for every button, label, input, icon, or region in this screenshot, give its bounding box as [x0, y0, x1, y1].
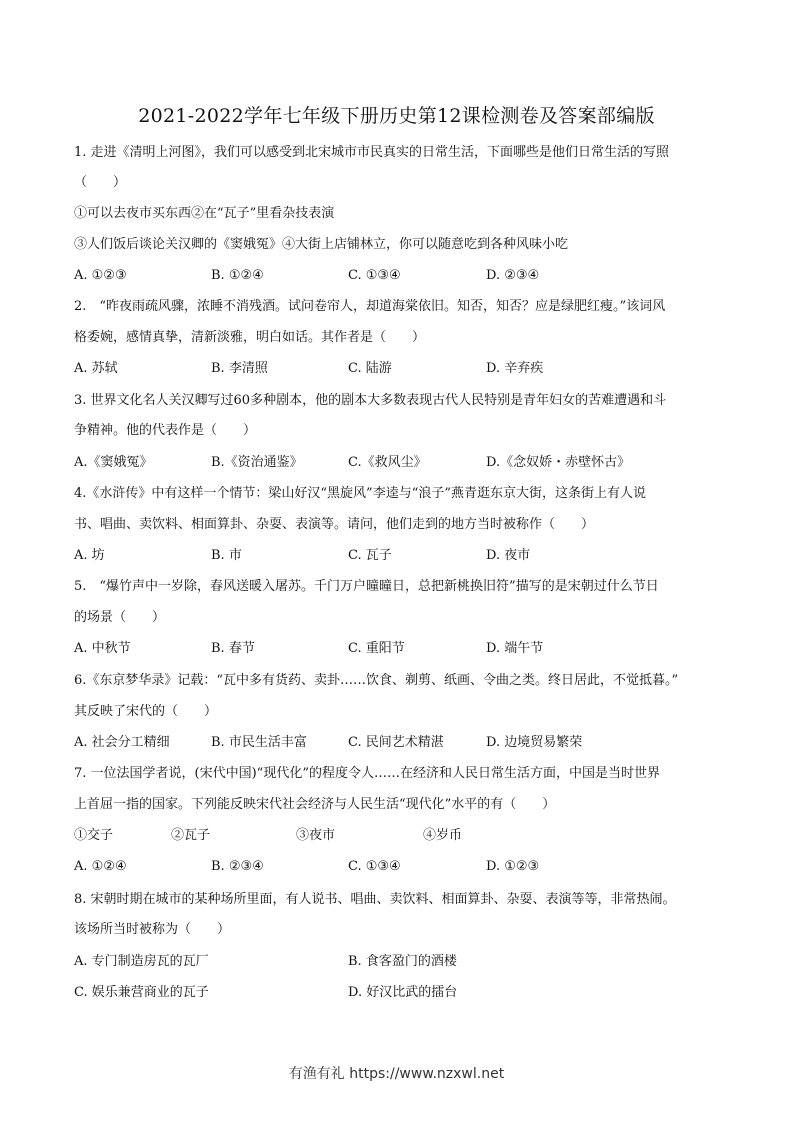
q5-stem-line-2: 的场景（ ） [74, 610, 166, 625]
q3-stem-line-1: 3. 世界文化名人关汉卿写过60多种剧本，他的剧本大多数表现古代人民特别是青年妇女的苦难遭遇和斗 [74, 393, 667, 408]
q1-option-c[interactable]: C. ①③④ [348, 268, 401, 283]
q7-option-b[interactable]: B. ②③④ [211, 859, 264, 874]
q4-stem-line-1: 4.《水浒传》中有这样一个情节：梁山好汉“黑旋风”李逵与“浪子”燕青逛东京大街，这条街上有人说 [74, 486, 646, 501]
q6-option-a[interactable]: A. 社会分工精细 [74, 735, 170, 750]
q4-option-d[interactable]: D. 夜市 [486, 548, 531, 563]
q8-option-b[interactable]: B. 食客盈门的酒楼 [348, 954, 457, 969]
q5-stem-line-1: 5. “爆竹声中一岁除，春风送暖入屠苏。千门万户曈曈日，总把新桃换旧符”描写的是宋朝过什么节日 [74, 579, 659, 594]
q6-option-c[interactable]: C. 民间艺术精湛 [348, 735, 444, 750]
q8-option-c[interactable]: C. 娱乐兼营商业的瓦子 [74, 985, 209, 1000]
q1-stem-line-1: 1. 走进《清明上河图》，我们可以感受到北宋城市市民真实的日常生活，下面哪些是他们日常生活的写照 [74, 145, 670, 160]
q2-option-c[interactable]: C. 陆游 [348, 361, 392, 376]
q2-option-a[interactable]: A. 苏轼 [74, 361, 118, 376]
q7-stem-line-2: 上首屈一指的国家。下列能反映宋代社会经济与人民生活“现代化”水平的有（ ） [74, 797, 556, 812]
q8-options-row-1 [74, 953, 734, 971]
q5-options [74, 640, 734, 658]
q5-option-d[interactable]: D. 端午节 [486, 641, 544, 656]
q2-option-d[interactable]: D. 辛弃疾 [486, 361, 544, 376]
q2-stem-line-1: 2. “昨夜雨疏风骤，浓睡不消残酒。试问卷帘人，却道海棠依旧。知否，知否？应是绿肥红瘦。”该词风 [74, 299, 666, 314]
q7-statement-2: ②瓦子 [171, 828, 211, 843]
q4-option-b[interactable]: B. 市 [211, 548, 242, 563]
q1-statement-1: ①可以去夜市买东西②在“瓦子”里看杂技表演 [74, 206, 335, 221]
q2-options [74, 360, 734, 378]
q1-options [74, 267, 734, 285]
q8-stem-line-2: 该场所当时被称为（ ） [74, 922, 231, 937]
q3-option-a[interactable]: A.《窦娥冤》 [74, 455, 153, 470]
q1-option-b[interactable]: B. ①②④ [211, 268, 264, 283]
q2-option-b[interactable]: B. 李清照 [211, 361, 268, 376]
q6-option-b[interactable]: B. 市民生活丰富 [211, 735, 307, 750]
q7-option-a[interactable]: A. ①②④ [74, 859, 127, 874]
q6-stem-line-2: 其反映了宋代的（ ） [74, 704, 218, 719]
q6-option-d[interactable]: D. 边境贸易繁荣 [486, 735, 583, 750]
q4-option-c[interactable]: C. 瓦子 [348, 548, 392, 563]
q5-option-b[interactable]: B. 春节 [211, 641, 255, 656]
q1-option-d[interactable]: D. ②③④ [486, 268, 540, 283]
q6-stem-line-1: 6.《东京梦华录》记载：“瓦中多有货药、卖卦……饮食、剃剪、纸画、令曲之类。终日居此，不觉抵暮。” [74, 673, 679, 688]
q3-option-b[interactable]: B.《资治通鉴》 [211, 455, 303, 470]
page-title: 2021-2022学年七年级下册历史第12课检测卷及答案部编版 [138, 105, 655, 127]
q4-stem-line-2: 书、唱曲、卖饮料、相面算卦、杂耍、表演等。请问，他们走到的地方当时被称作（ ） [74, 517, 595, 532]
q7-statements [74, 827, 734, 845]
q4-option-a[interactable]: A. 坊 [74, 548, 105, 563]
q2-stem-line-2: 格委婉，感情真挚，清新淡雅，明白如话。其作者是（ ） [74, 330, 426, 345]
q5-option-c[interactable]: C. 重阳节 [348, 641, 405, 656]
q1-statement-2: ③人们饭后谈论关汉卿的《窦娥冤》④大街上店铺林立，你可以随意吃到各种风味小吃 [74, 237, 569, 252]
q6-options [74, 734, 734, 752]
footer-watermark: 有渔有礼 https://www.nzxwl.net [288, 1066, 505, 1082]
q5-option-a[interactable]: A. 中秋节 [74, 641, 131, 656]
q8-option-a[interactable]: A. 专门制造房瓦的瓦厂 [74, 954, 209, 969]
q7-option-d[interactable]: D. ①②③ [486, 859, 540, 874]
q3-option-c[interactable]: C.《救风尘》 [348, 455, 427, 470]
q8-option-d[interactable]: D. 好汉比武的擂台 [348, 985, 458, 1000]
q1-option-a[interactable]: A. ①②③ [74, 268, 127, 283]
q8-options-row-2 [74, 984, 734, 1002]
q4-options [74, 547, 734, 565]
q3-option-d[interactable]: D.《念奴娇・赤壁怀古》 [486, 455, 631, 470]
q7-stem-line-1: 7. 一位法国学者说，(宋代中国)“现代化”的程度令人……在经济和人民日常生活方面，中国是当时世界 [74, 766, 660, 781]
q7-option-c[interactable]: C. ①③④ [348, 859, 401, 874]
q7-options [74, 858, 734, 876]
q1-stem-line-2: （ ） [74, 175, 127, 190]
q3-options [74, 454, 734, 472]
q7-statement-1: ①交子 [74, 828, 114, 843]
q8-stem-line-1: 8. 宋朝时期在城市的某种场所里面，有人说书、唱曲、卖饮料、相面算卦、杂耍、表演等等，非常热闹。 [74, 892, 676, 907]
q3-stem-line-2: 争精神。他的代表作是（ ） [74, 423, 257, 438]
q7-statement-3: ③夜市 [296, 828, 336, 843]
q7-statement-4: ④岁币 [423, 828, 463, 843]
